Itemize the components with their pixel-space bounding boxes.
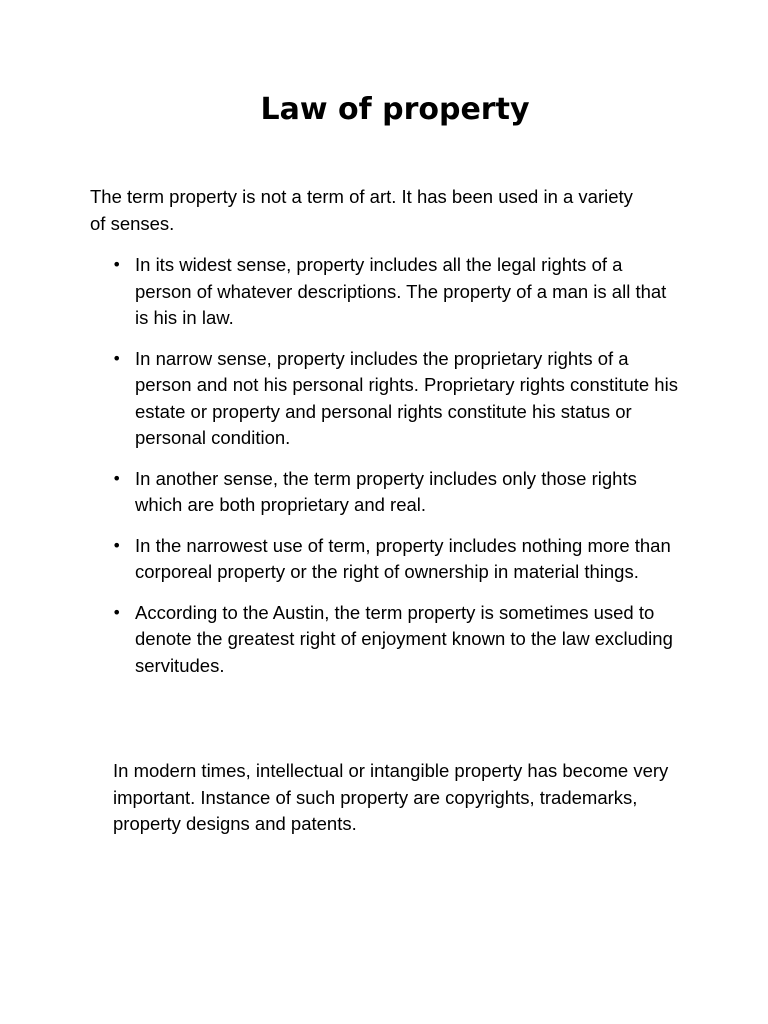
closing-paragraph: In modern times, intellectual or intangible property has become very important. Instance of such property are copyrights, trademarks, property designs and patents. xyxy=(113,760,669,834)
list-item-text: In the narrowest use of term, property includes nothing more than corporeal property or the right of ownership in material things. xyxy=(135,534,671,582)
list-item xyxy=(0,346,680,452)
senses-list xyxy=(0,252,768,693)
list-item-text: In another sense, the term property includes only those rights which are both proprietary and real. xyxy=(135,467,637,515)
bullet-icon: • xyxy=(112,348,122,368)
bullet-icon: • xyxy=(112,468,122,488)
intro-paragraph: The term property is not a term of art. It has been used in a variety of senses. xyxy=(90,186,633,234)
list-item-text: In its widest sense, property includes all the legal rights of a person of whatever descriptions. The property of a man is all that is his in law. xyxy=(135,254,667,328)
bullet-icon: • xyxy=(112,602,122,622)
list-item xyxy=(0,466,680,519)
list-item xyxy=(0,600,680,680)
list-item-text: According to the Austin, the term property is sometimes used to denote the greatest right of enjoyment known to the law excluding servitudes. xyxy=(135,601,673,676)
bullet-icon: • xyxy=(112,255,122,274)
document-title: Law of property xyxy=(260,92,530,127)
list-item xyxy=(0,252,680,332)
bullet-icon: • xyxy=(112,535,122,555)
list-item-text: In narrow sense, property includes the proprietary rights of a person and not his personal rights. Proprietary rights constitute his estate or property and personal rights constitute his status or personal condition. xyxy=(135,347,678,448)
list-item xyxy=(0,533,680,586)
